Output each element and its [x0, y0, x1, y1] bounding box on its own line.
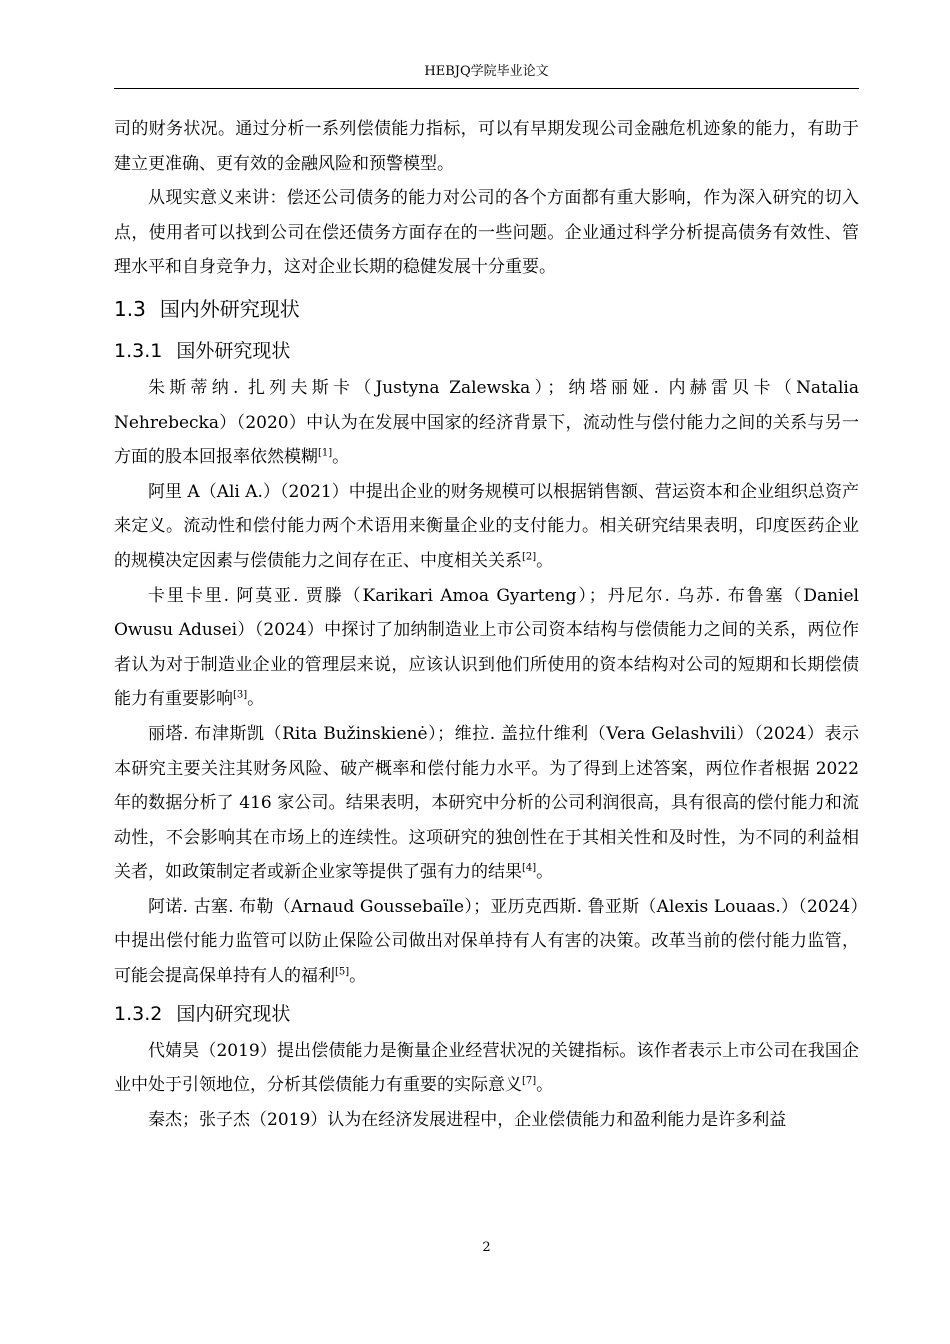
section-heading-1-3-2 [114, 994, 859, 1034]
page-body [114, 112, 859, 1137]
section-number: 1.3.1 [114, 339, 163, 362]
section-title: 国内研究现状 [176, 1002, 291, 1025]
section-number: 1.3.2 [114, 1002, 163, 1025]
page-number: 2 [482, 1240, 491, 1255]
paragraph: 阿里 A（Ali A.）（2021）中提出企业的财务规模可以根据销售额、营运资本和企业组织总资产来定义。流动性和偿付能力两个术语用来衡量企业的支付能力。相关研究结果表明，印度医药企业的规模决定因素与偿债能力之间存在正、中度相关关系[2]。 [114, 481, 859, 571]
paragraph: 朱斯蒂纳. 扎列夫斯卡（Justyna Zalewska）；纳塔丽娅. 内赫雷贝卡（Natalia Nehrebecka）（2020）中认为在发展中国家的经济背景下，流动性与偿付能力之间的关系与另一方面的股本回报率依然模糊[1]。 [114, 377, 859, 468]
citation: [3] [233, 689, 248, 701]
paragraph: 代婧昊（2019）提出偿债能力是衡量企业经营状况的关键指标。该作者表示上市公司在我国企业中处于引领地位，分析其偿债能力有重要的实际意义[7]。 [114, 1040, 859, 1096]
paragraph: 阿诺. 古塞. 布勒（Arnaud Goussebaïle）；亚历克西斯. 鲁亚斯（Alexis Louaas.）（2024）中提出偿付能力监管可以防止保险公司做出对保单持有人有害的决策。改革当前的偿付能力监管，可能会提高保单持有人的福利[5]。 [114, 896, 859, 987]
section-heading-1-3-1 [114, 331, 859, 371]
paragraph: 卡里卡里. 阿莫亚. 贾滕（Karikari Amoa Gyarteng）；丹尼尔. 乌苏. 布鲁塞（Daniel Owusu Adusei）（2024）中探讨了加纳制造业上市公司资本结构与偿债能力之间的关系，两位作者认为对于制造业企业的管理层来说，应该认识到他们所使用的资本结构对公司的短期和长期偿债能力有重要影响[3]。 [114, 585, 859, 710]
paragraph: 从现实意义来讲：偿还公司债务的能力对公司的各个方面都有重大影响，作为深入研究的切入点，使用者可以找到公司在偿还债务方面存在的一些问题。企业通过科学分析提高债务有效性、管理水平和自身竞争力，这对企业长期的稳健发展十分重要。 [114, 188, 859, 278]
section-number: 1.3 [114, 296, 146, 321]
citation: [1] [318, 447, 333, 459]
citation: [2] [522, 551, 537, 563]
running-header: HEBJQ学院毕业论文 [424, 64, 549, 79]
paragraph: 司的财务状况。通过分析一系列偿债能力指标，可以有早期发现公司金融危机迹象的能力，有助于建立更准确、更有效的金融风险和预警模型。 [114, 119, 859, 174]
citation: [5] [335, 966, 350, 978]
citation: [7] [522, 1075, 537, 1087]
citation: [4] [522, 862, 537, 874]
paragraph: 丽塔. 布津斯凯（Rita Bužinskienė）；维拉. 盖拉什维利（Vera Gelashvili）（2024）表示本研究主要关注其财务风险、破产概率和偿付能力水平。为了得到上述答案，两位作者根据 2022 年的数据分析了 416 家公司。结果表明，本研究中分析的公司利润很高，具有很高的偿付能力和流动性，不会影响其在市场上的连续性。这项研究的独创性在于其相关性和及时性，为不同的利益相关者，如政策制定者或新企业家等提供了强有力的结果[4]。 [114, 723, 859, 883]
header-rule [114, 88, 859, 89]
paragraph: 秦杰；张子杰（2019）认为在经济发展进程中，企业偿债能力和盈利能力是许多利益 [148, 1109, 787, 1130]
section-heading-1-3 [114, 285, 859, 331]
section-title: 国内外研究现状 [159, 296, 300, 321]
section-title: 国外研究现状 [176, 339, 291, 362]
